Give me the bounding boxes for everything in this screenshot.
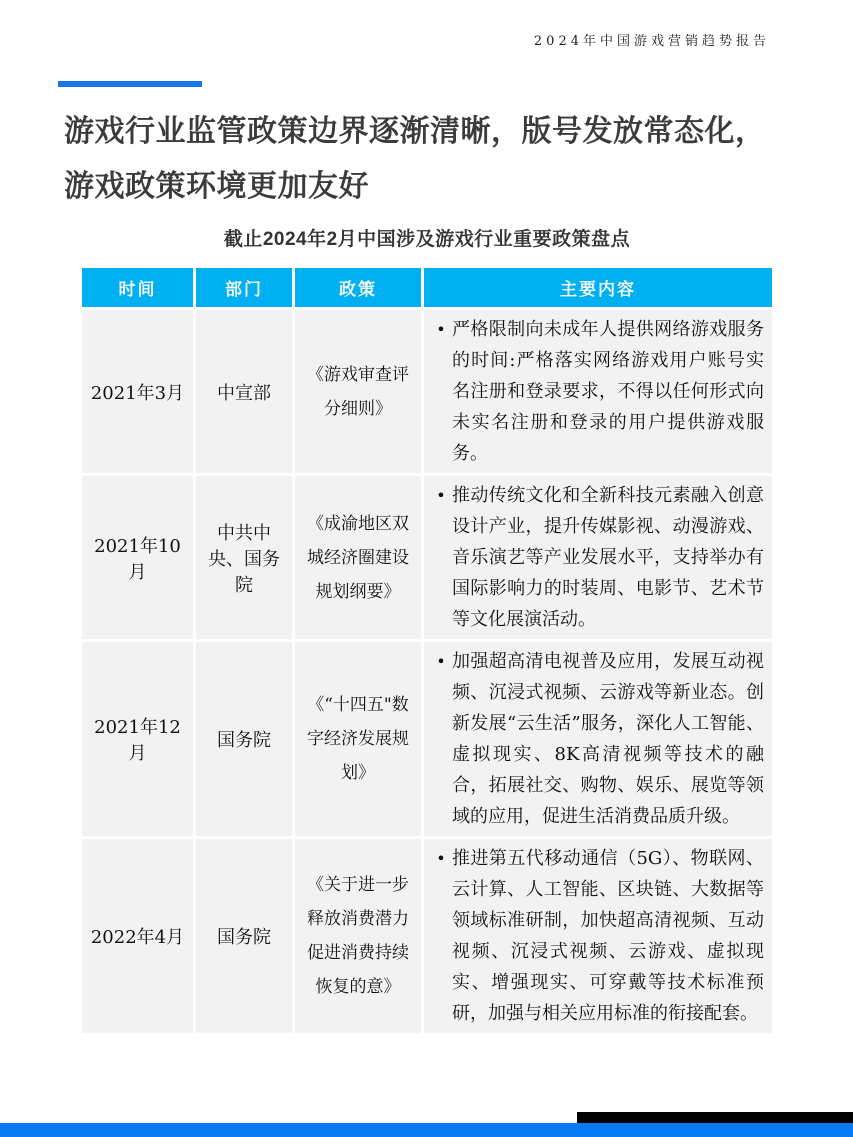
table-cell-policy: 《成渝地区双城经济圈建设规划纲要》 [295, 476, 421, 639]
bullet-icon: • [436, 320, 446, 339]
table-cell-time: 2021年3月 [82, 310, 193, 473]
bullet-icon: • [436, 652, 446, 671]
footer-black-bar [577, 1112, 853, 1123]
table-caption: 截止2024年2月中国涉及游戏行业重要政策盘点 [223, 229, 631, 250]
table-cell-department: 中共中央、国务院 [196, 476, 292, 639]
table-cell-department: 国务院 [196, 642, 292, 836]
policy-table [82, 268, 772, 1033]
page-title [64, 104, 824, 214]
table-cell-time: 2022年4月 [82, 839, 193, 1033]
table-cell-content [424, 476, 772, 639]
footer-blue-bar [0, 1123, 853, 1137]
column-header-content: 主要内容 [424, 268, 772, 307]
table-cell-department: 国务院 [196, 839, 292, 1033]
accent-line [58, 81, 202, 87]
table-cell-content [424, 310, 772, 473]
table-cell-time: 2021年12月 [82, 642, 193, 836]
table-cell-content-text: 推动传统文化和全新科技元素融入创意设计产业，提升传媒影视、动漫游戏、音乐演艺等产业发展水平，支持举办有国际影响力的时装周、电影节、艺术节等文化展演活动。 [452, 485, 764, 630]
column-header-policy: 政策 [295, 268, 421, 307]
table-cell-content-text: 推进第五代移动通信（5G）、物联网、云计算、人工智能、区块链、大数据等领域标准研制，加快超高清视频、互动视频、沉浸式视频、云游戏、虚拟现实、增强现实、可穿戴等技术标准预研，加强与相关应用标准的衔接配套。 [452, 848, 764, 1024]
table-cell-content [424, 839, 772, 1033]
table-cell-time: 2021年10月 [82, 476, 193, 639]
column-header-time: 时间 [82, 268, 193, 307]
table-cell-content [424, 642, 772, 836]
bullet-icon: • [436, 849, 446, 868]
page-title-line-1: 游戏行业监管政策边界逐渐清晰，版号发放常态化， [64, 115, 766, 148]
table-cell-policy: 《关于进一步释放消费潜力促进消费持续恢复的意》 [295, 839, 421, 1033]
column-header-department: 部门 [196, 268, 292, 307]
page-title-line-2: 游戏政策环境更加友好 [64, 170, 369, 203]
table-cell-content-text: 加强超高清电视普及应用，发展互动视频、沉浸式视频、云游戏等新业态。创新发展“云生活”服务，深化人工智能、虚拟现实、8K高清视频等技术的融合，拓展社交、购物、娱乐、展览等领域的应用，促进生活消费品质升级。 [452, 651, 764, 827]
table-cell-department: 中宣部 [196, 310, 292, 473]
report-title-header: 2024年中国游戏营销趋势报告 [533, 34, 770, 49]
table-cell-policy: 《游戏审查评分细则》 [295, 310, 421, 473]
bullet-icon: • [436, 486, 446, 505]
table-cell-policy: 《“十四五"数字经济发展规划》 [295, 642, 421, 836]
table-cell-content-text: 严格限制向未成年人提供网络游戏服务的时间:严格落实网络游戏用户账号实名注册和登录要求，不得以任何形式向未实名注册和登录的用户提供游戏服务。 [452, 319, 764, 464]
